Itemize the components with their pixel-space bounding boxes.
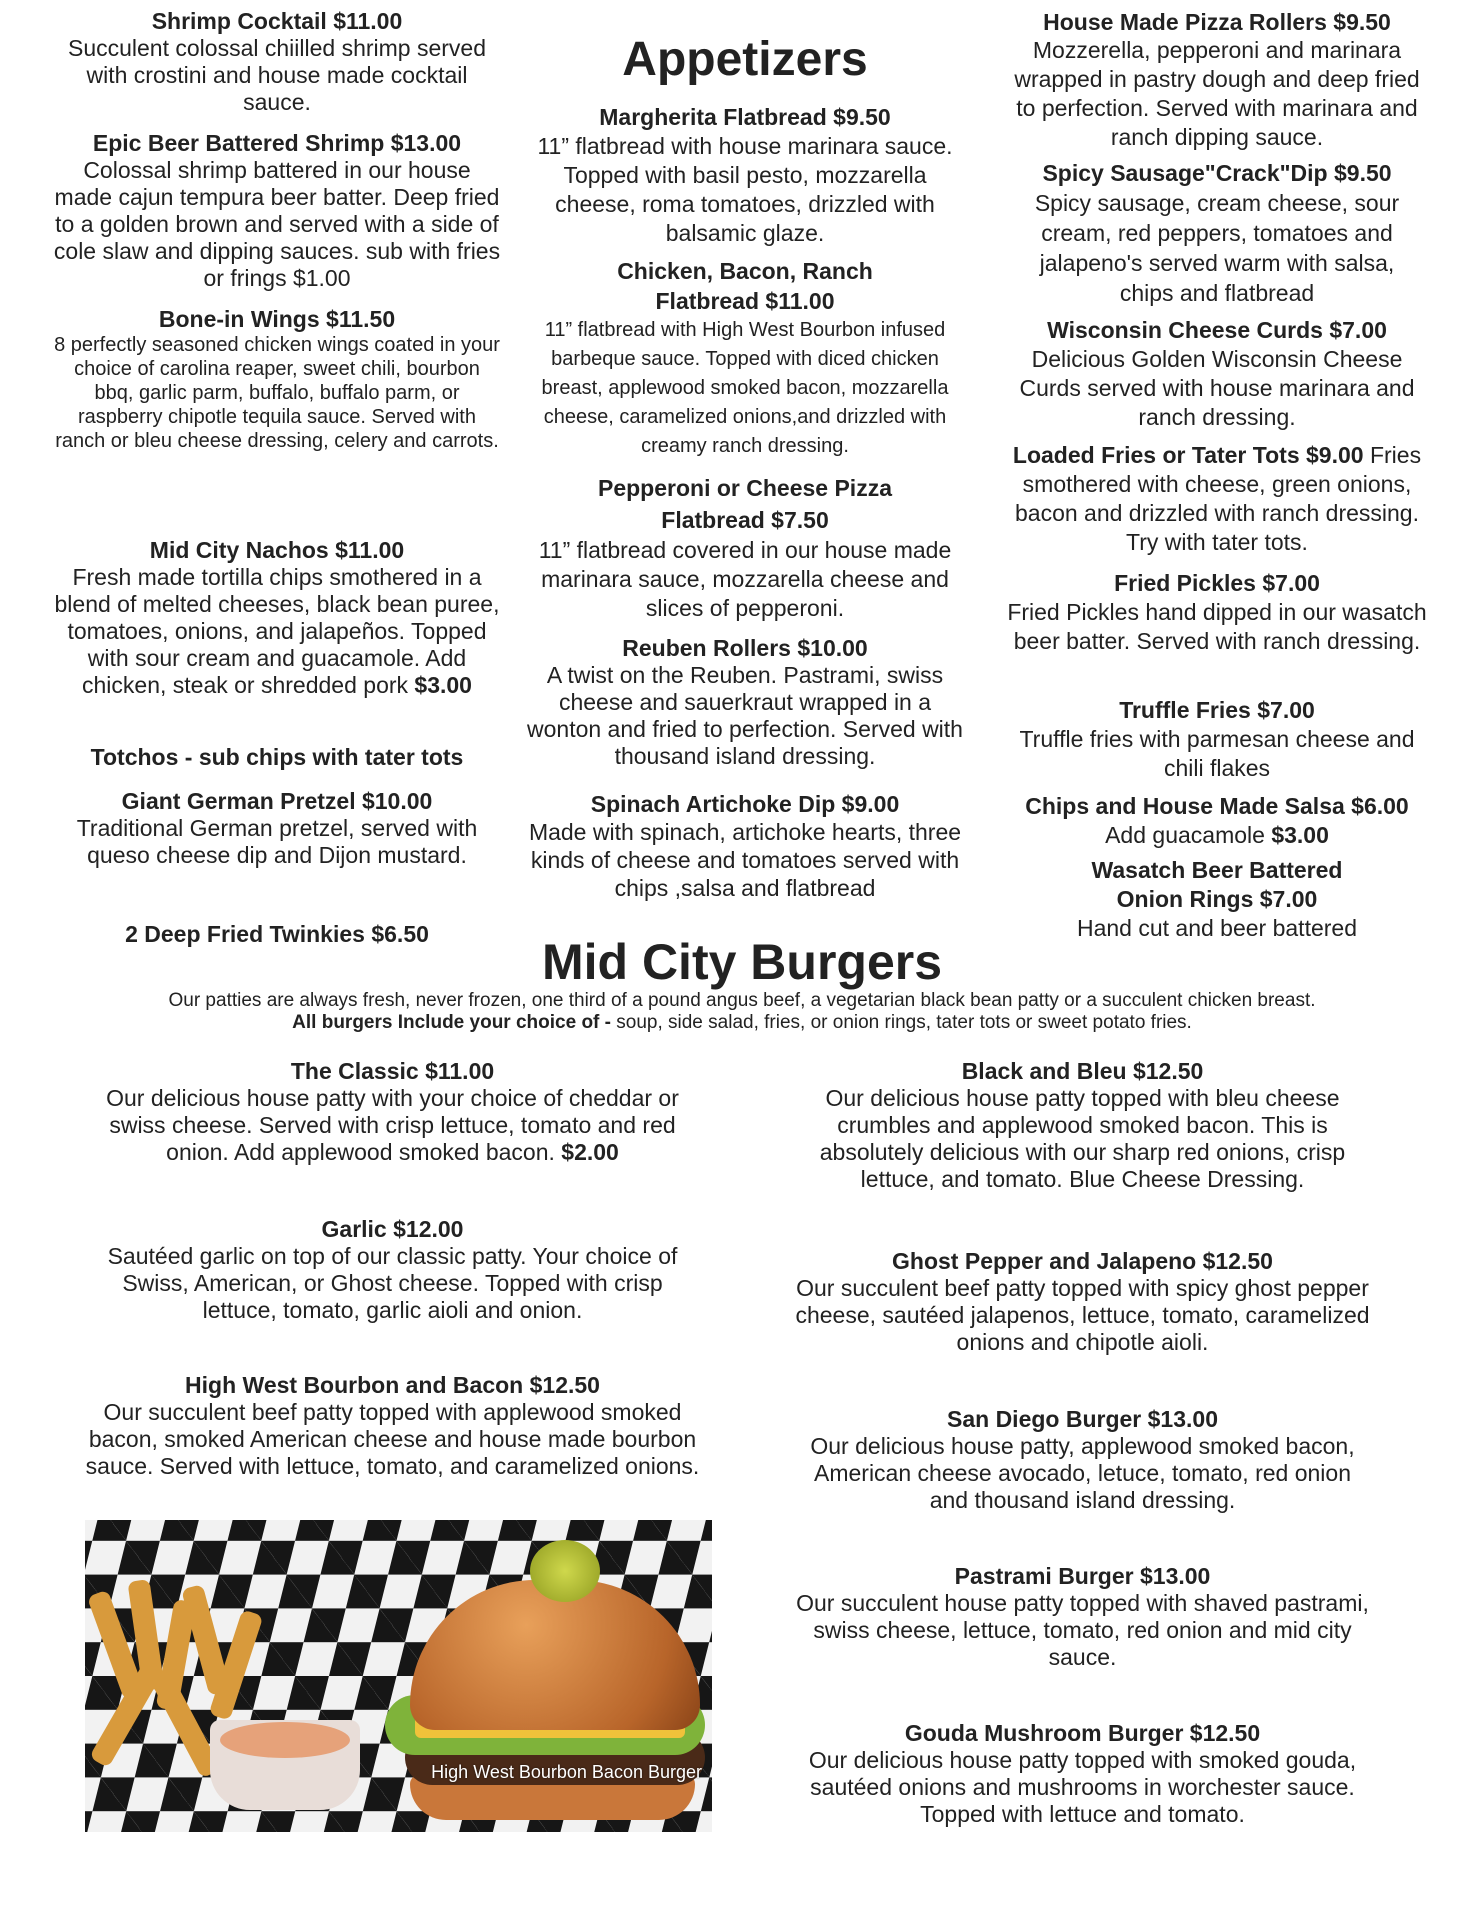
item-name: Garlic $12.00: [321, 1216, 464, 1242]
menu-item-shrimp-cocktail: [52, 8, 502, 116]
item-description: Fried Pickles hand dipped in our wasatch beer batter. Served with ranch dressing.: [1007, 599, 1427, 654]
item-description: [1002, 441, 1432, 557]
item-description: Sautéed garlic on top of our classic patty. Your choice of Swiss, American, or Ghost cheese. Topped with crisp lettuce, tomato, garlic aioli and onion.: [107, 1243, 678, 1323]
item-name: Chicken, Bacon, Ranch Flatbread $11.00: [617, 258, 873, 314]
menu-item-chicken-bacon-ranch-flatbread: [525, 256, 965, 461]
burgers-includes-text: soup, side salad, fries, or onion rings, tater tots or sweet potato fries.: [616, 1012, 1192, 1033]
item-description: [52, 564, 502, 699]
burger-item-classic: [85, 1058, 700, 1166]
menu-item-pizza-rollers: [1002, 8, 1432, 152]
item-description: [1002, 821, 1432, 850]
item-description: Succulent colossal chiilled shrimp served with crostini and house made cocktail sauce.: [67, 35, 487, 115]
item-description: Spicy sausage, cream cheese, sour cream, red peppers, tomatoes and jalapeno's served warm with salsa, chips and flatbread: [1034, 190, 1400, 306]
menu-item-truffle-fries: [1002, 696, 1432, 783]
burger-item-ghost-pepper: [775, 1248, 1390, 1356]
item-description: 11” flatbread with High West Bourbon infused barbeque sauce. Topped with diced chicken breast, applewood smoked bacon, mozzarella cheese, caramelized onions,and drizzled with creamy ranch dressing.: [541, 319, 949, 457]
item-name: Wisconsin Cheese Curds $7.00: [1047, 317, 1387, 343]
item-description: Our delicious house patty topped with smoked gouda, sautéed onions and mushrooms in worchester sauce. Topped with lettuce and tomato.: [808, 1747, 1357, 1827]
item-name: Epic Beer Battered Shrimp $13.00: [92, 130, 462, 156]
item-description: Mozzerella, pepperoni and marinara wrapped in pastry dough and deep fried to perfection. Served with marinara and ranch dipping sauce.: [1014, 37, 1420, 150]
item-name: Truffle Fries $7.00: [1119, 697, 1315, 723]
item-name: Loaded Fries or Tater Tots $9.00: [1012, 442, 1364, 468]
menu-item-fried-pickles: [1002, 569, 1432, 656]
burger-item-high-west-bourbon: [85, 1372, 700, 1480]
photo-caption: High West Bourbon Bacon Burger: [431, 1762, 702, 1782]
item-name: Gouda Mushroom Burger $12.50: [904, 1720, 1261, 1746]
menu-item-cheese-curds: [1002, 315, 1432, 432]
item-description-text: Fries smothered with cheese, green onions, bacon and drizzled with ranch dressing. Try with tater tots.: [1014, 442, 1422, 555]
menu-item-margherita-flatbread: [525, 102, 965, 248]
menu-item-beer-battered-shrimp: [52, 130, 502, 292]
burger-item-san-diego: [775, 1406, 1390, 1514]
item-name: House Made Pizza Rollers $9.50: [1043, 9, 1391, 35]
menu-item-chips-salsa: [1002, 792, 1432, 850]
item-description: Our succulent beef patty topped with applewood smoked bacon, smoked American cheese and house made bourbon sauce. Served with lettuce, tomato, and caramelized onions.: [85, 1399, 700, 1479]
menu-item-fried-twinkies: [52, 921, 502, 948]
item-description-text: Add guacamole: [1105, 822, 1265, 848]
item-name: Giant German Pretzel $10.00: [121, 788, 433, 814]
item-name: The Classic $11.00: [290, 1058, 495, 1084]
fries: [85, 1580, 285, 1740]
item-name: Pastrami Burger $13.00: [954, 1563, 1211, 1589]
menu-item-onion-rings: [1002, 856, 1432, 943]
add-on-price: $3.00: [1271, 822, 1329, 848]
menu-item-totchos: [52, 744, 502, 771]
item-name: Reuben Rollers $10.00: [622, 635, 868, 661]
item-description: Colossal shrimp battered in our house made cajun tempura beer batter. Deep fried to a golden brown and served with a side of cole slaw and dipping sauces. sub with fries or frings $1.00: [53, 157, 501, 291]
item-name: Mid City Nachos $11.00: [149, 537, 405, 563]
menu-item-bone-in-wings: [52, 306, 502, 453]
burgers-includes: [40, 1012, 1444, 1034]
item-name: High West Bourbon and Bacon $12.50: [185, 1372, 600, 1398]
item-name: Ghost Pepper and Jalapeno $12.50: [892, 1248, 1273, 1274]
item-description: Truffle fries with parmesan cheese and chili flakes: [1019, 726, 1415, 781]
burger-item-gouda-mushroom: [775, 1720, 1390, 1828]
item-description: Made with spinach, artichoke hearts, three kinds of cheese and tomatoes served with chips ,salsa and flatbread: [528, 819, 962, 901]
burgers-includes-label: All burgers Include your choice of -: [292, 1012, 611, 1033]
item-description-text: Fresh made tortilla chips smothered in a blend of melted cheeses, black bean puree, tomatoes, onions, and jalapeños. Topped with sour cream and guacamole. Add chicken, steak or shredded pork: [54, 564, 500, 698]
item-name: Chips and House Made Salsa $6.00: [1025, 793, 1409, 819]
add-on-price: $2.00: [561, 1139, 619, 1165]
item-description: 8 perfectly seasoned chicken wings coated in your choice of carolina reaper, sweet chili, bourbon bbq, garlic parm, buffalo, buffalo parm, or raspberry chipotle tequila sauce. Served with ranch or bleu cheese dressing, celery and carrots.: [54, 334, 500, 452]
item-name: Black and Bleu $12.50: [961, 1058, 1204, 1084]
item-name: Pepperoni or Cheese Pizza Flatbread $7.50: [598, 475, 892, 533]
burger-item-garlic: [85, 1216, 700, 1324]
pickle: [530, 1540, 600, 1602]
burgers-heading: Mid City Burgers: [541, 934, 943, 990]
item-name: Shrimp Cocktail $11.00: [151, 8, 403, 34]
menu-item-german-pretzel: [52, 788, 502, 869]
item-description: 11” flatbread with house marinara sauce. Topped with basil pesto, mozzarella cheese, roma tomatoes, drizzled with balsamic glaze.: [537, 133, 953, 246]
burgers-intro: Our patties are always fresh, never frozen, one third of a pound angus beef, a vegetarian black bean patty or a succulent chicken breast.: [168, 990, 1316, 1011]
item-description: Traditional German pretzel, served with queso cheese dip and Dijon mustard.: [76, 815, 478, 868]
item-description: Our succulent beef patty topped with spicy ghost pepper cheese, sautéed jalapenos, lettuce, tomato, caramelized onions and chipotle aioli.: [795, 1275, 1370, 1355]
dipping-sauce: [220, 1722, 350, 1758]
item-description: Hand cut and beer battered: [1076, 915, 1358, 941]
add-on-price: $3.00: [414, 672, 472, 698]
menu-item-loaded-fries: [1002, 441, 1432, 557]
item-description: A twist on the Reuben. Pastrami, swiss cheese and sauerkraut wrapped in a wonton and fried to perfection. Served with thousand island dressing.: [527, 662, 963, 769]
item-name: Spicy Sausage"Crack"Dip $9.50: [1042, 160, 1392, 186]
appetizers-heading: Appetizers: [622, 33, 868, 86]
item-description: Our delicious house patty, applewood smoked bacon, American cheese avocado, letuce, tomato, red onion and thousand island dressing.: [810, 1433, 1355, 1513]
menu-item-pizza-flatbread: [525, 472, 965, 623]
item-name: Wasatch Beer Battered Onion Rings $7.00: [1091, 857, 1343, 912]
item-name: Bone-in Wings $11.50: [158, 306, 396, 332]
menu-item-nachos: [52, 537, 502, 699]
item-name: Spinach Artichoke Dip $9.00: [590, 791, 900, 817]
item-description: Our succulent house patty topped with shaved pastrami, swiss cheese, lettuce, tomato, red onion and mid city sauce.: [796, 1590, 1369, 1670]
item-description: [85, 1085, 700, 1166]
menu-item-spinach-artichoke-dip: [525, 790, 965, 902]
item-name: San Diego Burger $13.00: [947, 1406, 1218, 1432]
item-name: Fried Pickles $7.00: [1114, 570, 1320, 596]
item-name: 2 Deep Fried Twinkies $6.50: [125, 921, 429, 947]
burger-item-pastrami: [775, 1563, 1390, 1671]
menu-item-reuben-rollers: [525, 635, 965, 770]
item-name: Totchos - sub chips with tater tots: [90, 744, 464, 770]
item-description-text: Our delicious house patty with your choice of cheddar or swiss cheese. Served with crisp lettuce, tomato and red onion. Add applewood smoked bacon.: [106, 1085, 679, 1165]
item-description: 11” flatbread covered in our house made marinara sauce, mozzarella cheese and slices of pepperoni.: [538, 537, 952, 621]
burger-item-black-bleu: [775, 1058, 1390, 1193]
burger-photo: [85, 1520, 712, 1832]
item-description: Our delicious house patty topped with bleu cheese crumbles and applewood smoked bacon. This is absolutely delicious with our sharp red onions, crisp lettuce, and tomato. Blue Cheese Dressing.: [819, 1085, 1346, 1192]
item-name: Margherita Flatbread $9.50: [599, 104, 891, 130]
menu-item-sausage-crack-dip: [1002, 158, 1432, 308]
item-description: Delicious Golden Wisconsin Cheese Curds served with house marinara and ranch dressing.: [1019, 346, 1415, 430]
